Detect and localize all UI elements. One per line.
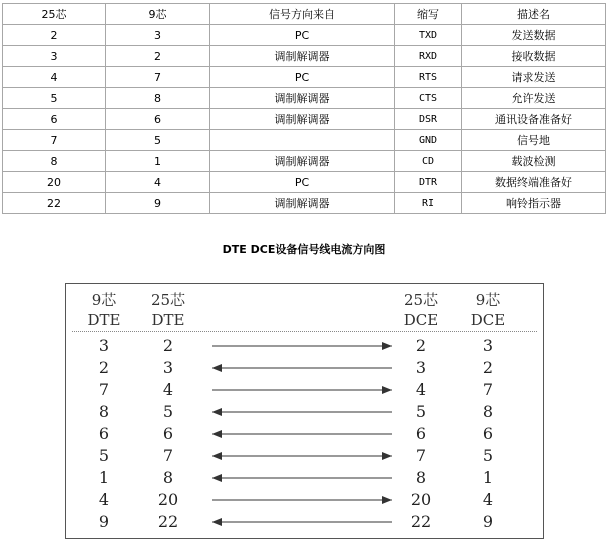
cell-pin25: 3	[3, 46, 106, 67]
pin-dce25: 2	[415, 336, 427, 355]
cell-description: 通讯设备准备好	[462, 109, 606, 130]
pin-dte25: 8	[162, 468, 174, 487]
cell-abbrev: DSR	[395, 109, 462, 130]
pin-dte9: 6	[98, 424, 110, 443]
cell-description: 允许发送	[462, 88, 606, 109]
pin-dce9: 1	[482, 468, 494, 487]
cell-description: 数据终端准备好	[462, 172, 606, 193]
signal-direction-diagram	[65, 283, 544, 539]
pin-dce9: 8	[482, 402, 494, 421]
table-row	[3, 130, 606, 151]
pin-dte25: 7	[162, 446, 174, 465]
pin-dce25: 6	[415, 424, 427, 443]
cell-pin25: 8	[3, 151, 106, 172]
pin-dce25: 5	[415, 402, 427, 421]
cell-pin25: 6	[3, 109, 106, 130]
cell-direction: PC	[210, 172, 395, 193]
pin-dte25: 4	[162, 380, 174, 399]
pin-dce9: 5	[482, 446, 494, 465]
cell-abbrev: RXD	[395, 46, 462, 67]
cell-direction	[210, 130, 395, 151]
cell-pin25: 7	[3, 130, 106, 151]
header-dce9-line1: 9芯	[475, 291, 501, 309]
cell-pin25: 5	[3, 88, 106, 109]
header-cell-25pin: 25芯	[3, 4, 106, 25]
table-row	[3, 67, 606, 88]
header-dte9-line1: 9芯	[91, 291, 117, 309]
cell-pin9: 2	[106, 46, 210, 67]
header-cell-9pin: 9芯	[106, 4, 210, 25]
pin-dce25: 4	[415, 380, 427, 399]
cell-abbrev: DTR	[395, 172, 462, 193]
table-row	[3, 172, 606, 193]
cell-pin25: 4	[3, 67, 106, 88]
header-dte9-line2: DTE	[87, 311, 121, 329]
header-dte25-line1: 25芯	[150, 291, 186, 309]
pin-dte25: 2	[162, 336, 174, 355]
pin-dte9: 7	[98, 380, 110, 399]
pin-dte25: 20	[157, 490, 179, 509]
pin-dte25: 6	[162, 424, 174, 443]
cell-direction: 调制解调器	[210, 109, 395, 130]
pin-dce9: 9	[482, 512, 494, 531]
cell-direction: 调制解调器	[210, 46, 395, 67]
pin-dte25: 3	[162, 358, 174, 377]
pin-assignment-table	[2, 3, 606, 214]
table-row	[3, 46, 606, 67]
header-dce9-line2: DCE	[470, 311, 506, 329]
pin-dce25: 22	[410, 512, 432, 531]
pin-dce9: 2	[482, 358, 494, 377]
cell-pin9: 1	[106, 151, 210, 172]
header-cell-abbrev: 缩写	[395, 4, 462, 25]
cell-abbrev: TXD	[395, 25, 462, 46]
cell-direction: PC	[210, 25, 395, 46]
pin-dte9: 2	[98, 358, 110, 377]
pin-dte25: 22	[157, 512, 179, 531]
cell-description: 响铃指示器	[462, 193, 606, 214]
pin-dte9: 9	[98, 512, 110, 531]
pin-dte9: 3	[98, 336, 110, 355]
cell-pin9: 5	[106, 130, 210, 151]
table-header-row	[3, 4, 606, 25]
cell-pin9: 7	[106, 67, 210, 88]
cell-pin9: 3	[106, 25, 210, 46]
cell-pin25: 22	[3, 193, 106, 214]
pin-dte9: 5	[98, 446, 110, 465]
cell-description: 接收数据	[462, 46, 606, 67]
table-row	[3, 109, 606, 130]
header-dte25-line2: DTE	[151, 311, 185, 329]
table-row	[3, 193, 606, 214]
pin-dte9: 1	[98, 468, 110, 487]
cell-direction: PC	[210, 67, 395, 88]
pin-dce25: 8	[415, 468, 427, 487]
pin-dce9: 6	[482, 424, 494, 443]
cell-pin25: 2	[3, 25, 106, 46]
pin-dte25: 5	[162, 402, 174, 421]
cell-abbrev: GND	[395, 130, 462, 151]
cell-abbrev: RTS	[395, 67, 462, 88]
table-row	[3, 88, 606, 109]
pin-dce9: 4	[482, 490, 494, 509]
cell-pin9: 4	[106, 172, 210, 193]
pin-dte9: 8	[98, 402, 110, 421]
header-cell-description: 描述名	[462, 4, 606, 25]
header-dce25-line1: 25芯	[403, 291, 439, 309]
cell-abbrev: CTS	[395, 88, 462, 109]
pin-dte9: 4	[98, 490, 110, 509]
cell-direction: 调制解调器	[210, 151, 395, 172]
diagram-caption: DTE DCE设备信号线电流方向图	[222, 243, 386, 256]
cell-direction: 调制解调器	[210, 88, 395, 109]
cell-abbrev: CD	[395, 151, 462, 172]
cell-pin25: 20	[3, 172, 106, 193]
cell-pin9: 6	[106, 109, 210, 130]
cell-abbrev: RI	[395, 193, 462, 214]
cell-description: 发送数据	[462, 25, 606, 46]
table-row	[3, 151, 606, 172]
pin-dce9: 3	[482, 336, 494, 355]
table-row	[3, 25, 606, 46]
pin-dce25: 20	[410, 490, 432, 509]
pin-dce25: 3	[415, 358, 427, 377]
header-dce25-line2: DCE	[403, 311, 439, 329]
cell-description: 请求发送	[462, 67, 606, 88]
pin-dce25: 7	[415, 446, 427, 465]
cell-pin9: 8	[106, 88, 210, 109]
pin-dce9: 7	[482, 380, 494, 399]
cell-description: 载波检测	[462, 151, 606, 172]
header-cell-direction: 信号方向来自	[210, 4, 395, 25]
cell-pin9: 9	[106, 193, 210, 214]
cell-description: 信号地	[462, 130, 606, 151]
cell-direction: 调制解调器	[210, 193, 395, 214]
